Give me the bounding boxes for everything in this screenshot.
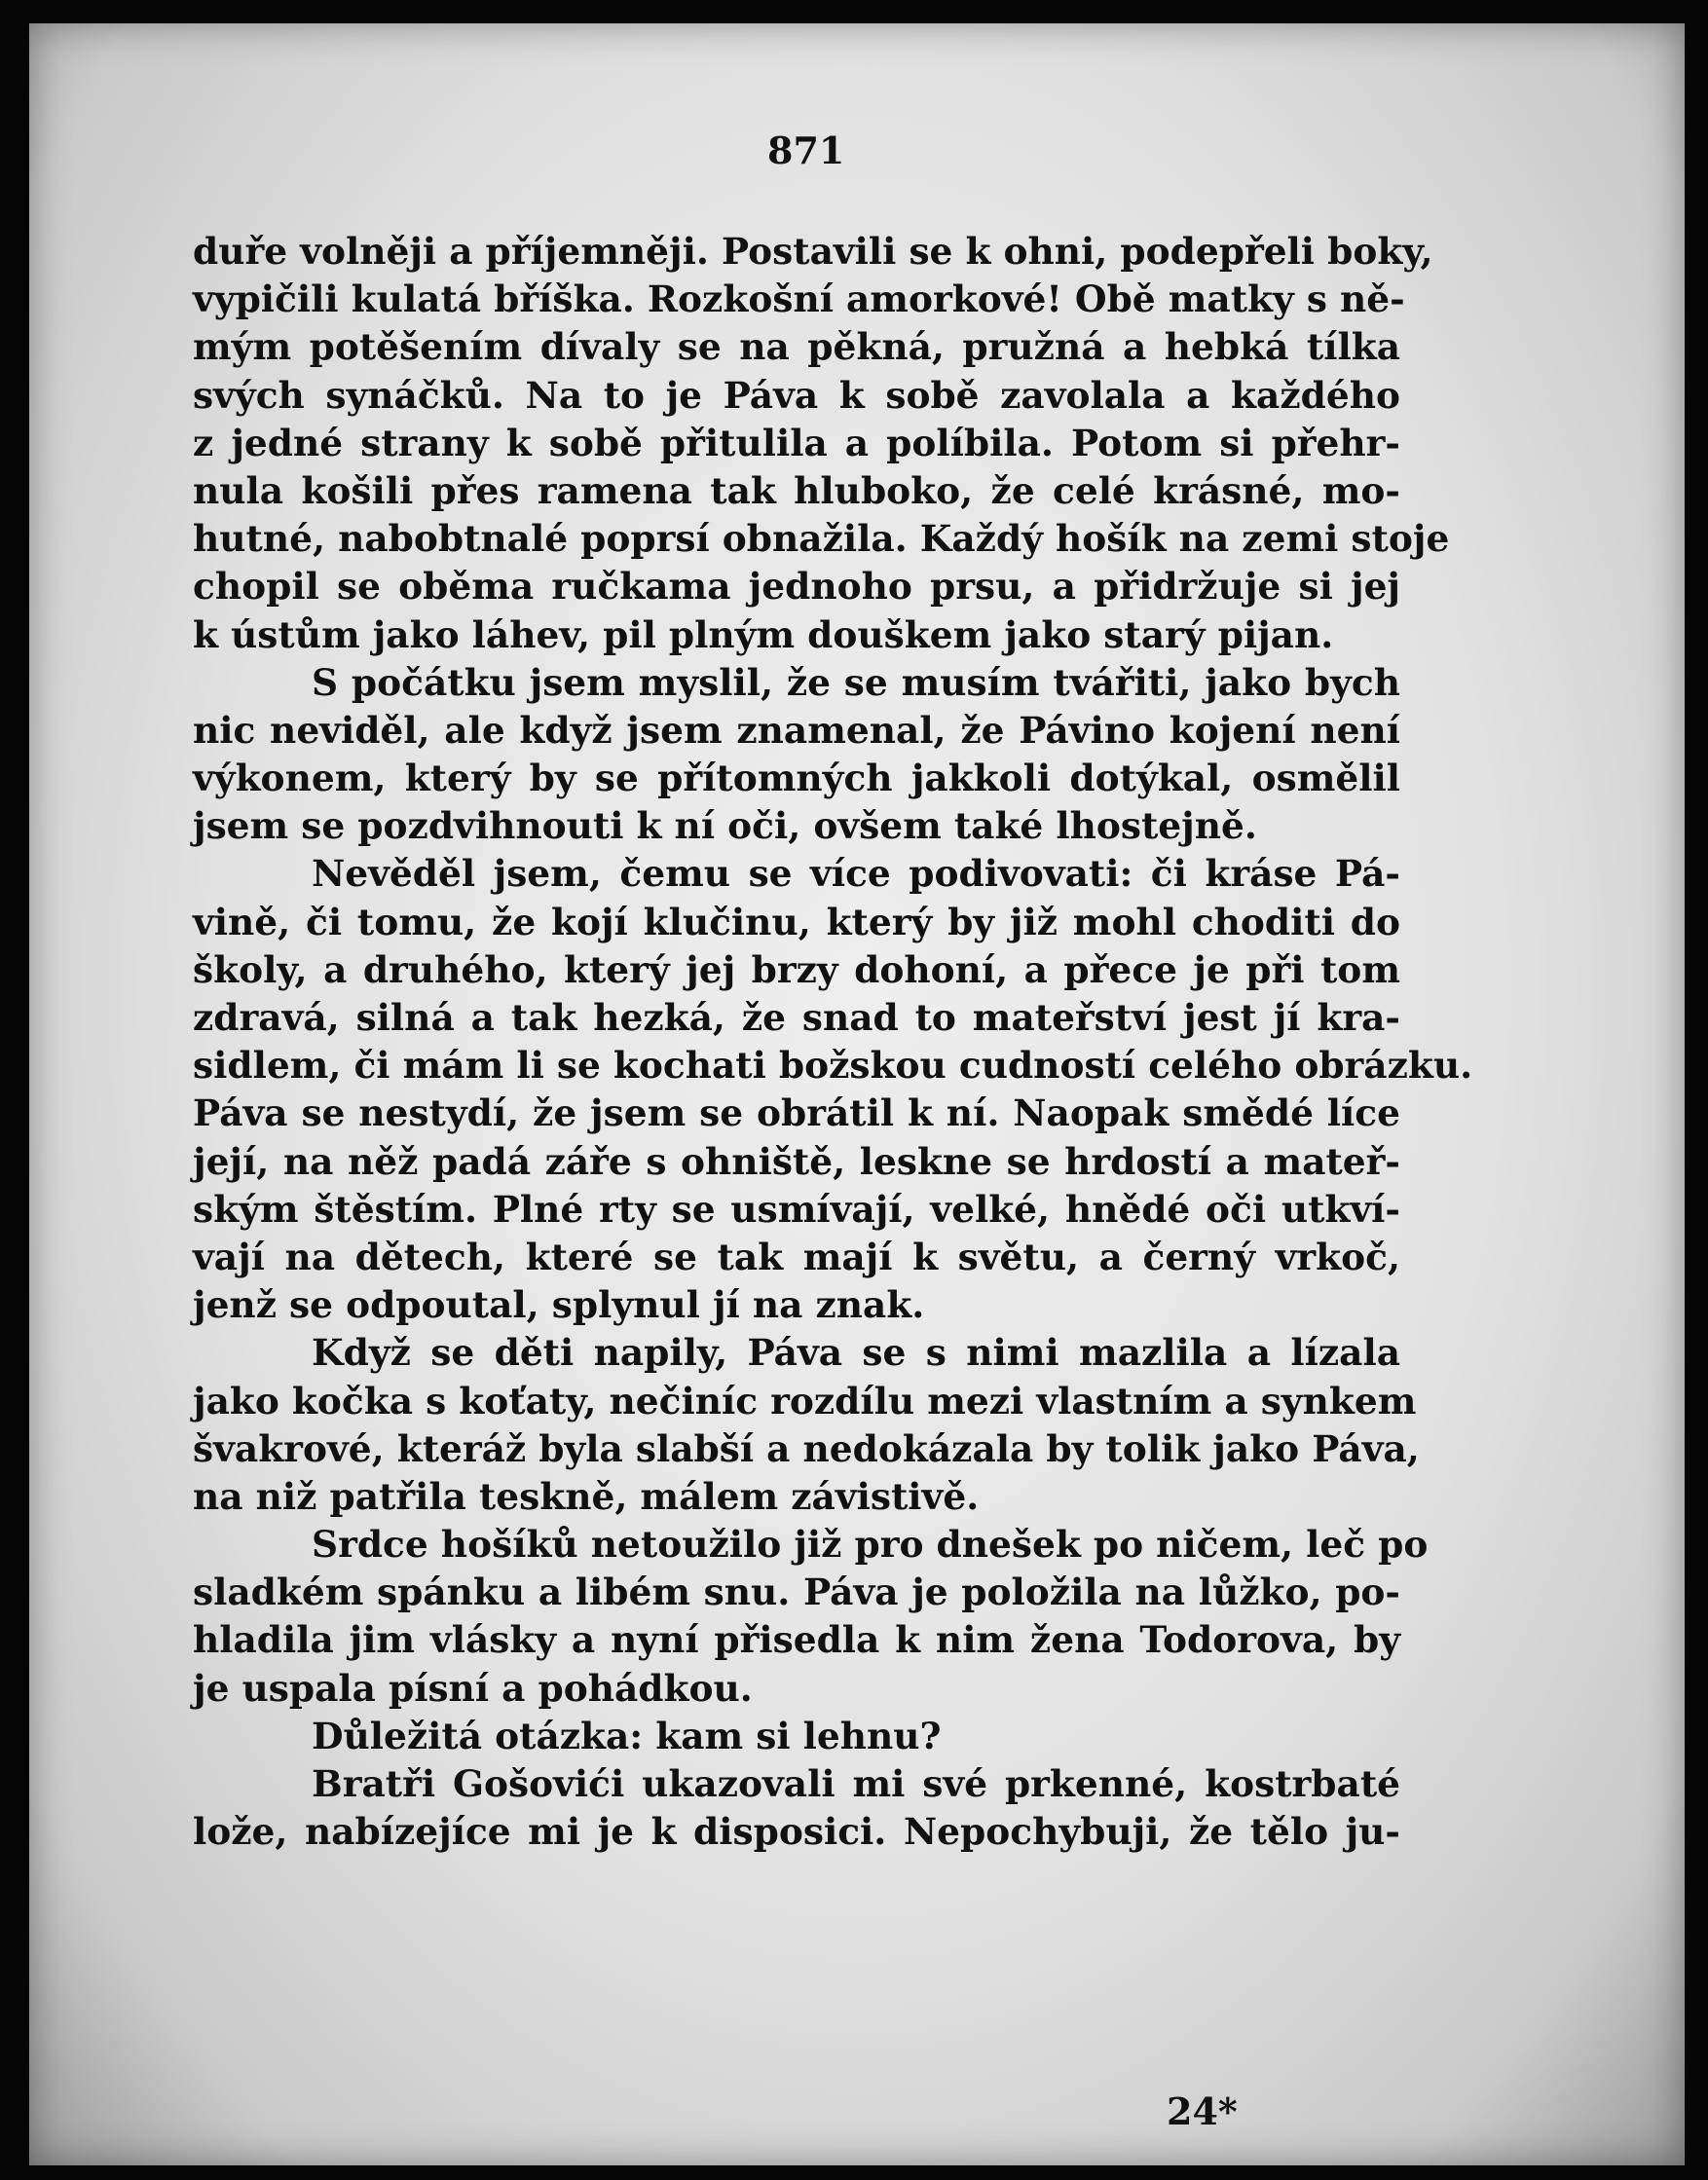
text-line: ským štěstím. Plné rty se usmívají, velké, hnědé oči utkví- — [193, 1187, 1400, 1231]
text-line: nula košili přes ramena tak hluboko, že celé krásné, mo- — [193, 468, 1400, 512]
text-line: její, na něž padá záře s ohniště, leskne se hrdostí a mateř- — [193, 1139, 1400, 1183]
text-line: hladila jim vlásky a nyní přisedla k nim žena Todorova, by — [193, 1618, 1400, 1662]
text-line: Páva se nestydí, že jsem se obrátil k ní. Naopak smědé líce — [193, 1091, 1400, 1135]
text-line: vypičili kulatá bříška. Rozkošní amorkové! Obě matky s ně- — [193, 277, 1405, 321]
text-line: Srdce hošíků netoužilo již pro dnešek po ničem, leč po — [312, 1523, 1429, 1567]
text-line: Nevěděl jsem, čemu se více podivovati: či kráse Pá- — [312, 852, 1400, 896]
text-line: k ústům jako láhev, pil plným douškem jako starý pijan. — [193, 612, 1334, 656]
text-line: je uspala písní a pohádkou. — [193, 1666, 753, 1710]
text-line: výkonem, který by se přítomných jakkoli dotýkal, osmělil — [193, 757, 1400, 800]
text-line: nic neviděl, ale když jsem znamenal, že Pávino kojení není — [193, 708, 1400, 752]
text-line: lože, nabízejíce mi je k disposici. Nepochybuji, že tělo ju- — [193, 1810, 1400, 1854]
book-page — [29, 23, 1685, 2165]
text-line: S počátku jsem myslil, že se musím tvářiti, jako bych — [312, 660, 1400, 704]
text-line: Když se děti napily, Páva se s nimi mazlila a lízala — [312, 1331, 1400, 1375]
body-text — [193, 228, 1473, 1856]
signature-mark: 24* — [1167, 2089, 1238, 2133]
text-line: zdravá, silná a tak hezká, že snad to mateřství jest jí kra- — [193, 996, 1400, 1039]
text-line: z jedné strany k sobě přitulila a políbila. Potom si přehr- — [193, 421, 1400, 464]
text-line: jenž se odpoutal, splynul jí na znak. — [193, 1283, 925, 1327]
text-line: vají na dětech, které se tak mají k světu, a černý vrkoč, — [193, 1235, 1400, 1278]
text-line: Důležitá otázka: kam si lehnu? — [312, 1714, 942, 1757]
page-number: 871 — [767, 129, 845, 172]
text-line: chopil se oběma ručkama jednoho prsu, a přidržuje si jej — [193, 565, 1400, 609]
text-line: školy, a druhého, který jej brzy dohoní, a přece je při tom — [193, 947, 1400, 991]
text-line: jsem se pozdvihnouti k ní oči, ovšem také lhostejně. — [193, 804, 1257, 848]
text-line: duře volněji a příjemněji. Postavili se k ohni, podepřeli boky, — [193, 230, 1433, 273]
text-line: Bratři Gošovići ukazovali mi své prkenné, kostrbaté — [312, 1762, 1400, 1805]
text-line: jako kočka s koťaty, nečiníc rozdílu mezi vlastním a synkem — [193, 1379, 1417, 1423]
text-line: vině, či tomu, že kojí klučinu, který by již mohl choditi do — [193, 900, 1400, 943]
text-line: sidlem, či mám li se kochati božskou cudností celého obrázku. — [193, 1044, 1473, 1088]
text-line: hutné, nabobtnalé poprsí obnažila. Každý hošík na zemi stoje — [193, 517, 1450, 561]
text-line: na niž patřila teskně, málem závistivě. — [193, 1474, 980, 1518]
text-line: mým potěšením dívaly se na pěkná, pružná a hebká tílka — [193, 325, 1400, 369]
text-line: svých synáčků. Na to je Páva k sobě zavolala a každého — [193, 373, 1400, 417]
text-line: švakrové, kteráž byla slabší a nedokázala by tolik jako Páva, — [193, 1426, 1420, 1470]
text-line: sladkém spánku a libém snu. Páva je položila na lůžko, po- — [193, 1570, 1400, 1614]
